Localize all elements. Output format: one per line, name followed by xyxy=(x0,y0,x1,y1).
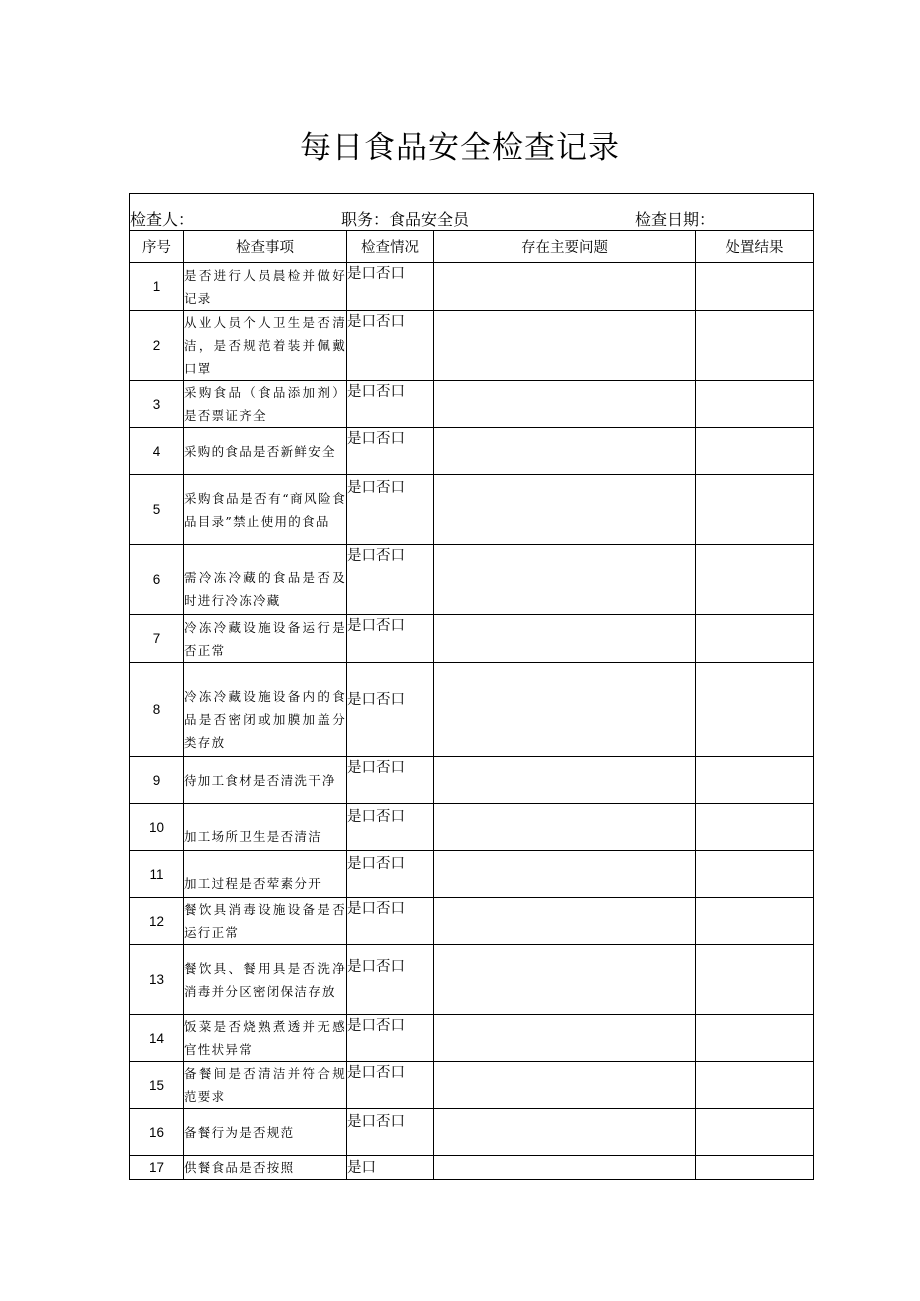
result-cell[interactable] xyxy=(696,381,814,428)
row-number: 2 xyxy=(130,311,184,381)
check-status: 是口否口 xyxy=(347,381,434,428)
problems-cell[interactable] xyxy=(434,615,696,663)
table-row xyxy=(130,851,814,898)
check-status: 是口否口 xyxy=(347,311,434,381)
table-row xyxy=(130,1015,814,1062)
table-row xyxy=(130,804,814,851)
problems-cell[interactable] xyxy=(434,475,696,545)
table-row xyxy=(130,428,814,475)
problems-cell[interactable] xyxy=(434,898,696,945)
result-cell[interactable] xyxy=(696,263,814,311)
check-status: 是口否口 xyxy=(347,428,434,475)
check-status: 是口否口 xyxy=(347,1109,434,1156)
check-status: 是口否口 xyxy=(347,851,434,898)
check-item: 采购的食品是否新鲜安全 xyxy=(184,428,347,475)
info-row xyxy=(130,194,814,231)
check-status: 是口否口 xyxy=(347,757,434,804)
header-row xyxy=(130,231,814,263)
problems-cell[interactable] xyxy=(434,851,696,898)
check-item: 供餐食品是否按照 xyxy=(184,1156,347,1180)
problems-cell[interactable] xyxy=(434,428,696,475)
header-status: 检查情况 xyxy=(347,231,434,263)
table-row xyxy=(130,945,814,1015)
row-number: 6 xyxy=(130,545,184,615)
check-status: 是口否口 xyxy=(347,545,434,615)
table-row xyxy=(130,1109,814,1156)
problems-cell[interactable] xyxy=(434,663,696,757)
result-cell[interactable] xyxy=(696,475,814,545)
check-item: 采购食品（食品添加剂）是否票证齐全 xyxy=(184,381,347,428)
row-number: 17 xyxy=(130,1156,184,1180)
row-number: 14 xyxy=(130,1015,184,1062)
row-number: 11 xyxy=(130,851,184,898)
result-cell[interactable] xyxy=(696,311,814,381)
page-title: 每日食品安全检查记录 xyxy=(300,130,620,166)
check-item: 是否进行人员晨检并做好记录 xyxy=(184,263,347,311)
check-status: 是口否口 xyxy=(347,263,434,311)
problems-cell[interactable] xyxy=(434,381,696,428)
table-row xyxy=(130,475,814,545)
problems-cell[interactable] xyxy=(434,757,696,804)
problems-cell[interactable] xyxy=(434,545,696,615)
check-item: 需冷冻冷藏的食品是否及时进行冷冻冷藏 xyxy=(184,545,347,615)
inspection-table xyxy=(129,193,814,1180)
result-cell[interactable] xyxy=(696,1015,814,1062)
check-status: 是口否口 xyxy=(347,898,434,945)
header-item: 检查事项 xyxy=(184,231,347,263)
result-cell[interactable] xyxy=(696,945,814,1015)
result-cell[interactable] xyxy=(696,898,814,945)
row-number: 5 xyxy=(130,475,184,545)
result-cell[interactable] xyxy=(696,851,814,898)
check-item: 备餐间是否清洁并符合规范要求 xyxy=(184,1062,347,1109)
result-cell[interactable] xyxy=(696,1062,814,1109)
check-item: 采购食品是否有“商风险食品目录”禁止使用的食品 xyxy=(184,475,347,545)
check-item: 待加工食材是否清洗干净 xyxy=(184,757,347,804)
check-item: 餐饮具消毒设施设备是否运行正常 xyxy=(184,898,347,945)
check-item: 从业人员个人卫生是否清洁，是否规范着装并佩戴口罩 xyxy=(184,311,347,381)
check-status: 是口否口 xyxy=(347,475,434,545)
check-item: 冷冻冷藏设施设备运行是否正常 xyxy=(184,615,347,663)
table-row xyxy=(130,615,814,663)
result-cell[interactable] xyxy=(696,804,814,851)
check-status: 是口否口 xyxy=(347,615,434,663)
problems-cell[interactable] xyxy=(434,311,696,381)
problems-cell[interactable] xyxy=(434,1109,696,1156)
table-row xyxy=(130,311,814,381)
row-number: 3 xyxy=(130,381,184,428)
header-result: 处置结果 xyxy=(696,231,814,263)
inspector-label: 检查人： xyxy=(130,210,195,229)
check-status: 是口否口 xyxy=(347,804,434,851)
position-label: 职务：食品安全员 xyxy=(341,210,470,229)
row-number: 12 xyxy=(130,898,184,945)
problems-cell[interactable] xyxy=(434,1015,696,1062)
row-number: 10 xyxy=(130,804,184,851)
row-number: 13 xyxy=(130,945,184,1015)
problems-cell[interactable] xyxy=(434,804,696,851)
row-number: 9 xyxy=(130,757,184,804)
table-row xyxy=(130,1062,814,1109)
result-cell[interactable] xyxy=(696,1156,814,1180)
row-number: 15 xyxy=(130,1062,184,1109)
check-item: 饭菜是否烧熟煮透并无感官性状异常 xyxy=(184,1015,347,1062)
header-problems: 存在主要问题 xyxy=(434,231,696,263)
problems-cell[interactable] xyxy=(434,945,696,1015)
date-label: 检查日期： xyxy=(635,210,716,229)
check-status: 是口否口 xyxy=(347,663,434,757)
check-item: 备餐行为是否规范 xyxy=(184,1109,347,1156)
row-number: 7 xyxy=(130,615,184,663)
result-cell[interactable] xyxy=(696,1109,814,1156)
table-row xyxy=(130,381,814,428)
row-number: 4 xyxy=(130,428,184,475)
header-no: 序号 xyxy=(130,231,184,263)
result-cell[interactable] xyxy=(696,663,814,757)
table-row xyxy=(130,757,814,804)
check-item: 加工过程是否荤素分开 xyxy=(184,851,347,898)
result-cell[interactable] xyxy=(696,615,814,663)
table-row xyxy=(130,663,814,757)
table-row xyxy=(130,263,814,311)
result-cell[interactable] xyxy=(696,757,814,804)
result-cell[interactable] xyxy=(696,545,814,615)
table-row xyxy=(130,1156,814,1180)
check-item: 冷冻冷藏设施设备内的食品是否密闭或加膜加盖分类存放 xyxy=(184,663,347,757)
row-number: 8 xyxy=(130,663,184,757)
problems-cell[interactable] xyxy=(434,1156,696,1180)
table-row xyxy=(130,898,814,945)
check-item: 加工场所卫生是否清洁 xyxy=(184,804,347,851)
row-number: 16 xyxy=(130,1109,184,1156)
check-status: 是口 xyxy=(347,1156,434,1180)
table-row xyxy=(130,545,814,615)
check-item: 餐饮具、餐用具是否洗净消毒并分区密闭保洁存放 xyxy=(184,945,347,1015)
problems-cell[interactable] xyxy=(434,263,696,311)
result-cell[interactable] xyxy=(696,428,814,475)
check-status: 是口否口 xyxy=(347,1062,434,1109)
problems-cell[interactable] xyxy=(434,1062,696,1109)
check-status: 是口否口 xyxy=(347,945,434,1015)
row-number: 1 xyxy=(130,263,184,311)
check-status: 是口否口 xyxy=(347,1015,434,1062)
